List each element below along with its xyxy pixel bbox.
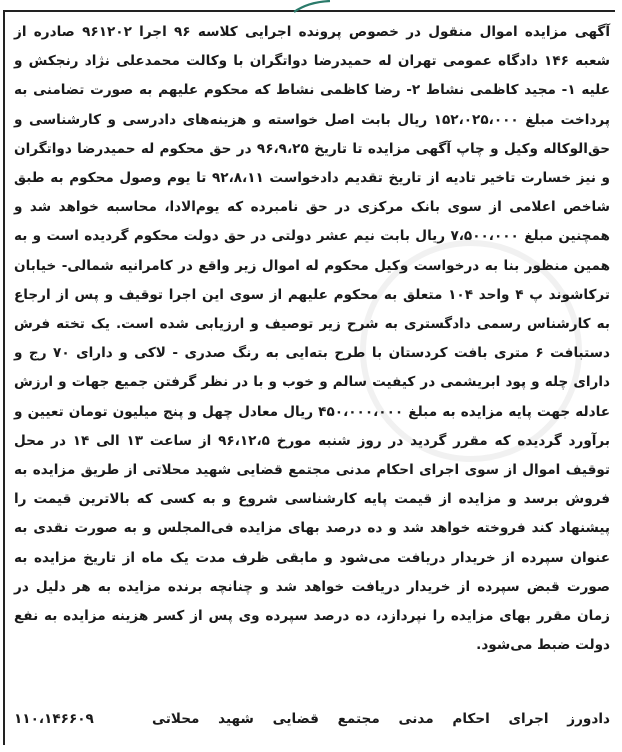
signature-organization: دادورز اجرای احکام مدنی مجتمع قضایی شهید محلاتی (152, 711, 610, 727)
notice-signature (14, 706, 610, 732)
auction-notice (14, 18, 610, 660)
ink-mark-icon (292, 0, 332, 14)
notice-body: آگهی مزایده اموال منقول در خصوص پرونده اجرایی کلاسه ۹۶ اجرا ۹۶۱۲۰۲ صادره از شعبه ۱۴۶ دادگاه عمومی تهران له حمیدرضا دواتگران با وکالت محمدعلی نژاد رنجکش و علیه ۱- مجید کاظمی نشاط ۲- رضا کاظمی نشاط که محکوم علیهم به صورت تضامنی به پرداخت مبلغ ۱۵۲،۰۲۵،۰۰۰ ریال بابت اصل خواسته و هزینه‌های دادرسی و کارشناسی و حق‌الوکاله وکیل و چاپ آگهی مزایده تا تاریخ ۹۶،۹،۲۵ در حق محکوم له حمیدرضا دواتگران و نیز خسارت تاخیر تادیه از تاریخ تقدیم دادخواست ۹۲،۸،۱۱ تا یوم وصول محکوم به طبق شاخص اعلامی از سوی بانک مرکزی در حق نامبرده که یوم‌الادا، محاسبه خواهد شد و همچنین مبلغ ۷،۵۰۰،۰۰۰ ریال بابت نیم عشر دولتی در حق دولت محکوم گردیده است و به همین منظور بنا به درخواست وکیل محکوم له اموال زیر واقع در کامرانیه شمالی- خیابان ترکاشوند پ ۴ واحد ۱۰۴ متعلق به محکوم علیهم از سوی این اجرا توقیف و پس از ارجاع به کارشناس رسمی دادگستری به شرح زیر توصیف و ارزیابی شده است. یک تخته فرش دستبافت ۶ متری بافت کردستان با طرح بته‌ایی به رنگ صدری - لاکی و دارای ۷۰ رج و دارای چله و پود ابریشمی در کیفیت سالم و خوب و با در نظر گرفتن جمیع جهات و ارزش عادله جهت پایه مزایده به مبلغ ۴۵۰،۰۰۰،۰۰۰ ریال معادل چهل و پنج میلیون تومان تعیین و برآورد گردیده که مقرر گردید در روز شنبه مورخ ۹۶،۱۲،۵ از ساعت ۱۳ الی ۱۴ در محل توقیف اموال از سوی اجرای احکام مدنی مجتمع قضایی شهید محلاتی از طریق مزایده به فروش برسد و مزایده از قیمت پایه کارشناسی شروع و به کسی که بالاترین قیمت را پیشنهاد کند فروخته خواهد شد و ده درصد بهای مزایده فی‌المجلس و به صورت نقدی به عنوان سپرده از خریدار دریافت می‌شود و مابقی ظرف مدت یک ماه از تاریخ مزایده به صورت قبض سپرده از خریدار دریافت خواهد شد و چنانچه برنده مزایده به هر دلیل در زمان مقرر بهای مزایده را نپردازد، ده درصد سپرده وی پس از کسر هزینه مزایده به نفع دولت ضبط می‌شود. (14, 24, 610, 654)
notice-code: ۱۱۰،۱۴۶۶۰۹ (14, 711, 94, 727)
